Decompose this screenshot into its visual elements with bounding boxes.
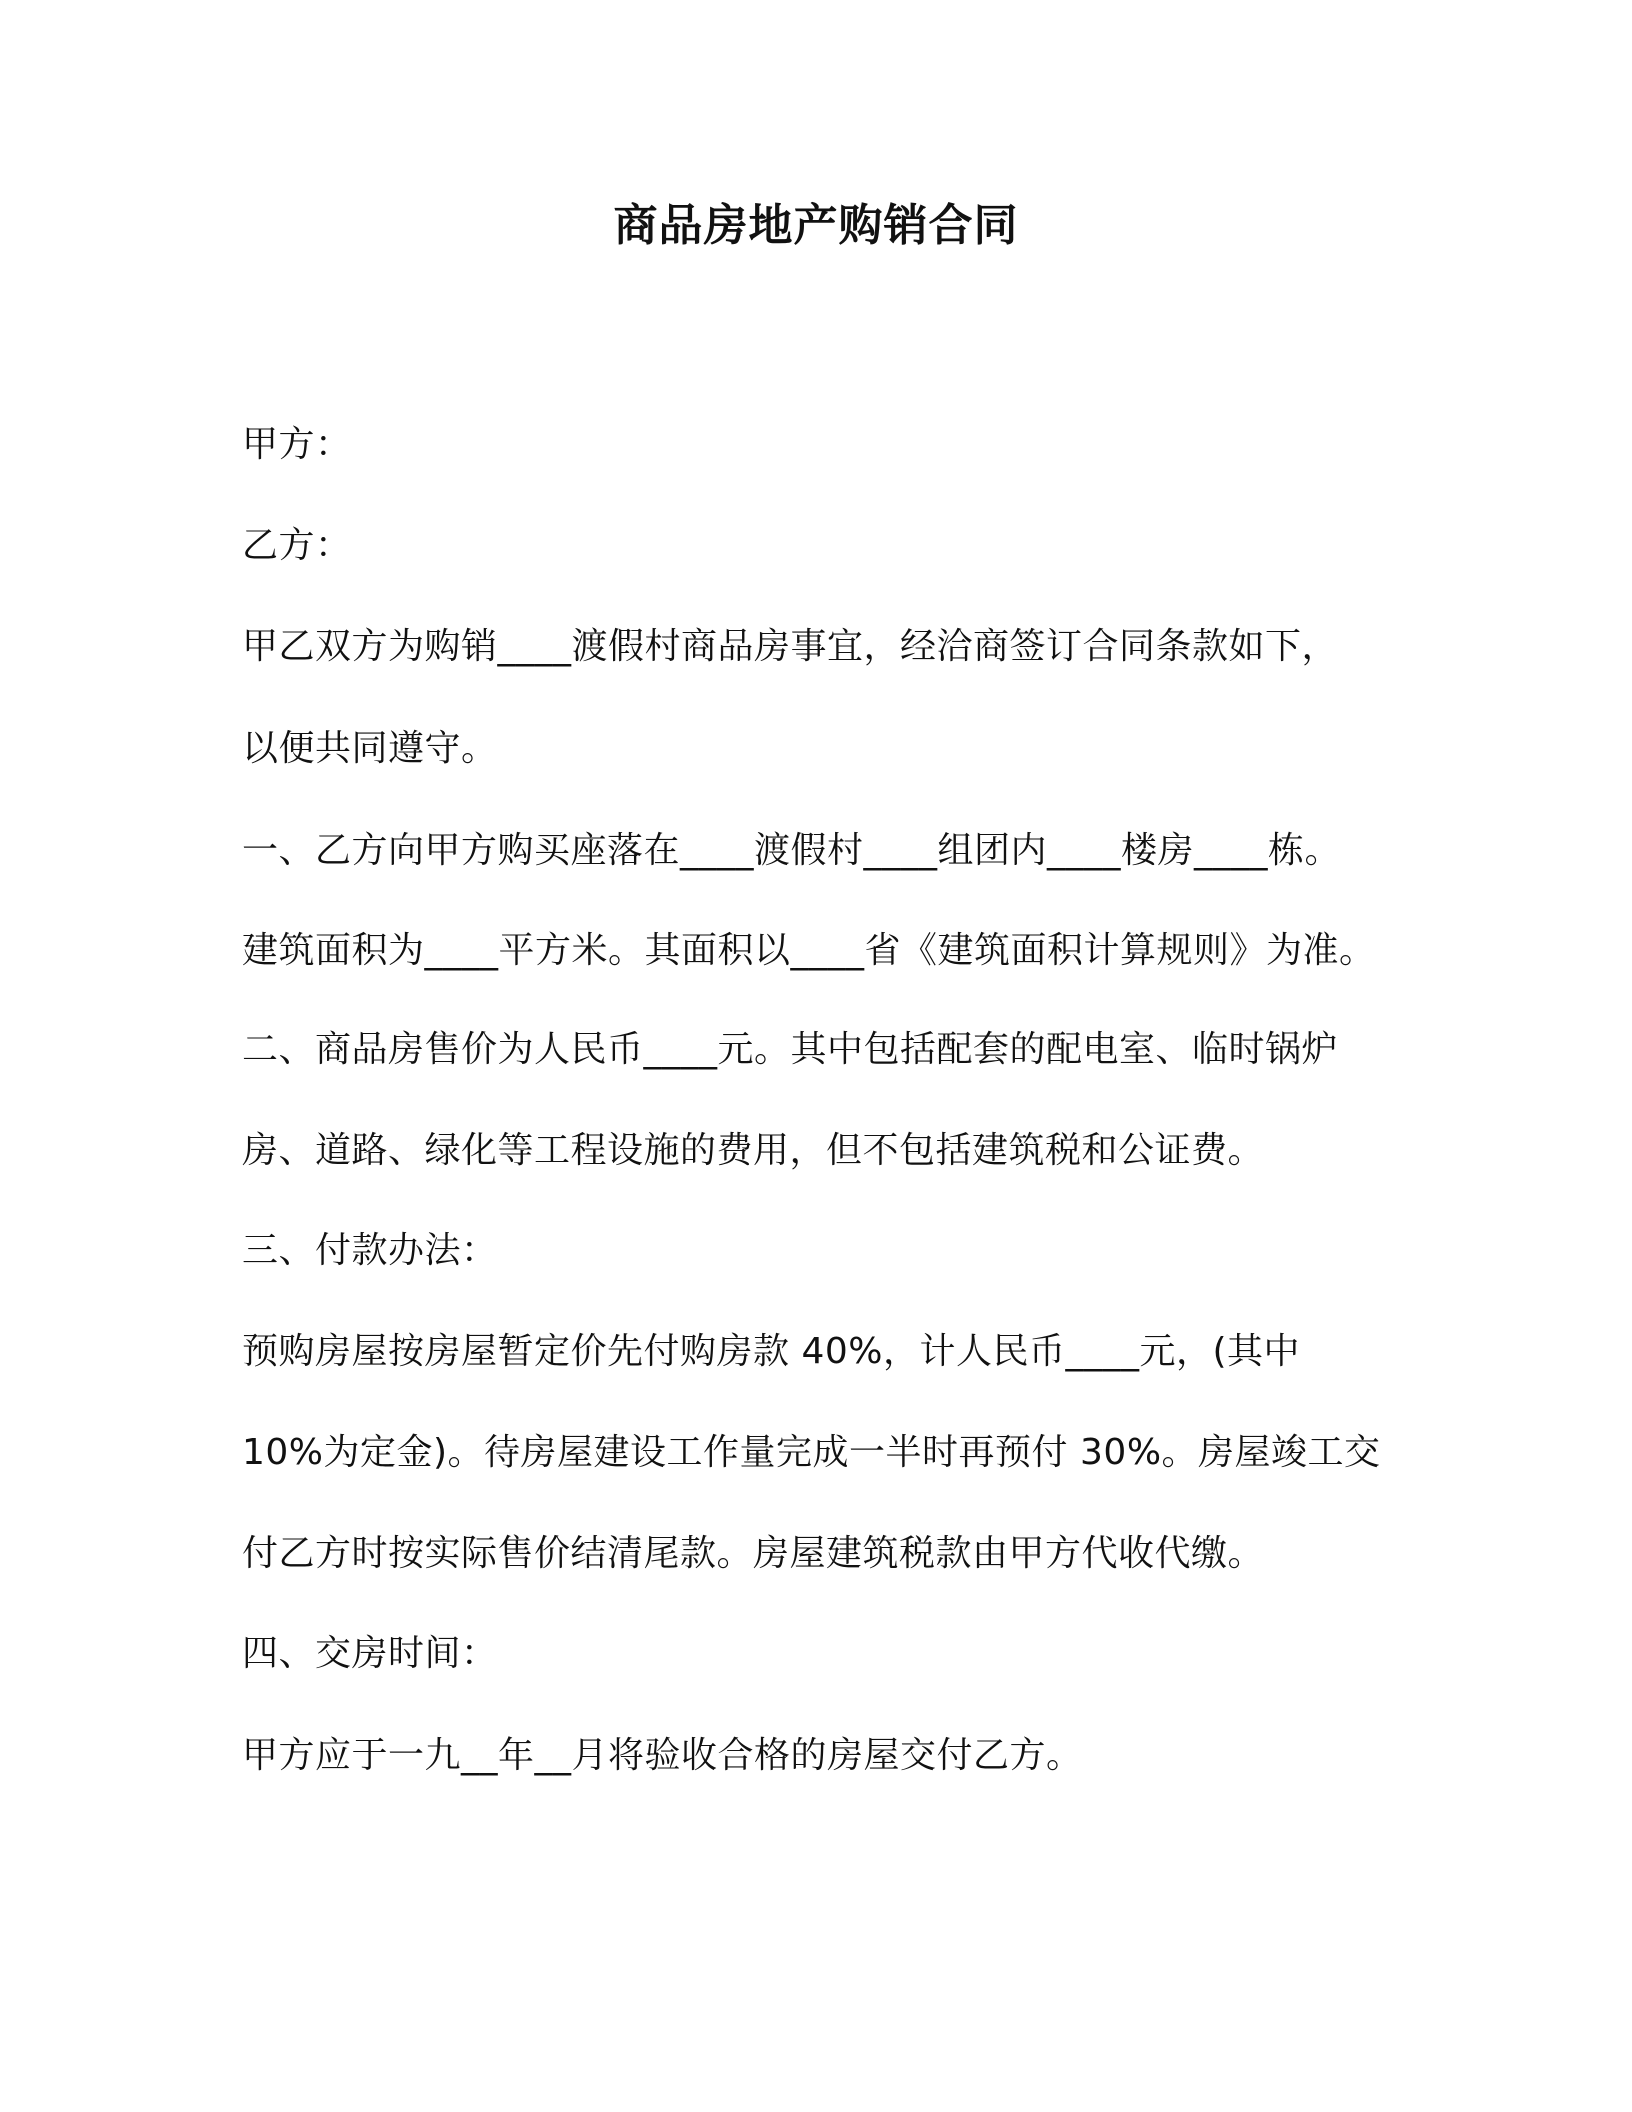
- clause-3-line-3: 付乙方时按实际售价结清尾款。房屋建筑税款由甲方代收代缴。: [242, 1533, 1265, 1574]
- clause-2-line-2: 房、道路、绿化等工程设施的费用，但不包括建筑税和公证费。: [242, 1130, 1265, 1171]
- clause-3-heading: 三、付款办法：: [242, 1230, 498, 1271]
- party-a-line: 甲方：: [242, 424, 352, 465]
- clause-4-line-1: 甲方应于一九__年__月将验收合格的房屋交付乙方。: [242, 1735, 1083, 1776]
- clause-2-line-1: 二、商品房售价为人民币____元。其中包括配套的配电室、临时锅炉: [242, 1029, 1339, 1070]
- party-b-line: 乙方：: [242, 525, 352, 566]
- clause-3-line-2: 10%为定金)。待房屋建设工作量完成一半时再预付 30%。房屋竣工交: [242, 1432, 1381, 1473]
- document-title: 商品房地产购销合同: [613, 200, 1019, 251]
- clause-4-heading: 四、交房时间：: [242, 1633, 498, 1674]
- preamble-line-2: 以便共同遵守。: [242, 728, 498, 769]
- preamble-line-1: 甲乙双方为购销____渡假村商品房事宜，经洽商签订合同条款如下，: [242, 626, 1339, 667]
- clause-1-line-1: 一、乙方向甲方购买座落在____渡假村____组团内____楼房____栋。: [242, 830, 1342, 871]
- clause-3-line-1: 预购房屋按房屋暂定价先付购房款 40%，计人民币____元，(其中: [242, 1331, 1301, 1372]
- clause-1-line-2: 建筑面积为____平方米。其面积以____省《建筑面积计算规则》为准。: [242, 930, 1376, 971]
